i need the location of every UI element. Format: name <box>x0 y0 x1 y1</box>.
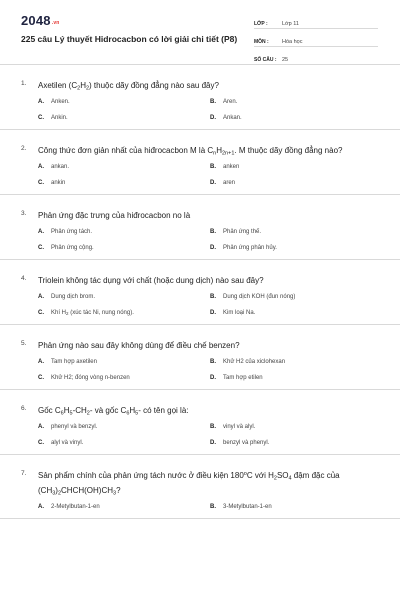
option-text <box>51 294 95 300</box>
text-run: Phản ứng đặc trưng của hiđrocacbon no là <box>38 211 191 220</box>
superscript: o <box>243 471 247 477</box>
text-run: Gốc C <box>38 406 61 415</box>
text-run: Dung dịch KOH (đun nóng) <box>223 294 296 300</box>
subscript: 3 <box>113 490 117 497</box>
text-run: Anken. <box>51 99 70 105</box>
text-run: ? <box>116 486 121 495</box>
subscript: 2 <box>273 475 277 482</box>
answer-options <box>38 93 400 129</box>
text-run: phenyl và benzyl. <box>51 424 98 430</box>
subscript: 2n+1 <box>222 150 235 157</box>
text-run: Aren. <box>223 99 238 105</box>
option-text <box>223 310 255 316</box>
text-run: . M thuộc dãy đồng đẳng nào? <box>234 146 343 155</box>
question-item <box>0 65 400 130</box>
option-letter: D. <box>210 180 216 186</box>
subscript: 5 <box>69 410 73 417</box>
text-run: C với H <box>246 471 274 480</box>
option-letter: A. <box>38 359 44 365</box>
subscript: 2 <box>85 85 90 92</box>
option-text <box>51 115 68 121</box>
document-title: 225 câu Lý thuyết Hidrocacbon có lời giải chi tiết (P8) <box>21 34 238 44</box>
option-text <box>51 164 69 170</box>
text-run: ) <box>55 486 58 495</box>
answer-options <box>38 353 400 389</box>
option-text <box>51 245 94 251</box>
text-run: - có tên gọi là: <box>138 406 189 415</box>
option-text <box>51 504 100 510</box>
meta-value: Lớp 11 <box>282 21 299 27</box>
question-number: 7. <box>21 470 27 477</box>
subscript: 4 <box>288 475 292 482</box>
question-number: 4. <box>21 275 27 282</box>
text-run: Tam hợp axetilen <box>51 359 97 365</box>
meta-label: LỚP : <box>254 21 268 27</box>
subscript: 5 <box>135 410 139 417</box>
answer-option[interactable] <box>38 229 210 235</box>
answer-option[interactable] <box>38 504 210 510</box>
option-letter: B. <box>210 504 216 510</box>
text-run: Triolein không tác dụng với chất (hoặc dung dịch) nào sau đây? <box>38 276 264 285</box>
text-run: aren <box>223 180 236 186</box>
option-text <box>223 294 295 300</box>
text-run: Ankan. <box>223 115 242 121</box>
question-text <box>38 208 378 223</box>
question-number: 1. <box>21 80 27 87</box>
question-line <box>0 78 400 93</box>
text-run: H <box>129 406 136 415</box>
meta-row-count <box>254 48 378 65</box>
text-run: Phản ứng phân hủy. <box>223 245 277 251</box>
answer-option[interactable] <box>210 504 380 510</box>
question-text <box>38 273 378 288</box>
option-text <box>223 99 237 105</box>
option-letter: B. <box>210 99 216 105</box>
option-letter: C. <box>38 375 44 381</box>
answer-option[interactable] <box>210 294 380 300</box>
answer-option[interactable] <box>38 164 210 170</box>
option-text <box>51 99 70 105</box>
meta-value: Hóa học <box>282 39 303 45</box>
question-line <box>0 338 400 353</box>
text-run: Công thức đơn giản nhất của hiđrocacbon M là C <box>38 146 214 155</box>
answer-option[interactable] <box>210 115 380 121</box>
answer-options <box>38 158 400 194</box>
option-letter: C. <box>38 310 44 316</box>
subscript: 3 <box>52 490 56 497</box>
text-run: Sản phẩm chính của phản ứng tách nước ở điều kiện 180 <box>38 471 244 480</box>
document-meta <box>254 12 378 66</box>
subscript: 2 <box>86 410 90 417</box>
answer-option[interactable] <box>38 115 210 121</box>
subscript: 2 <box>57 490 62 497</box>
text-run: benzyl và phenyl. <box>223 440 270 446</box>
option-text <box>51 229 92 235</box>
answer-option[interactable] <box>38 294 210 300</box>
answer-option[interactable] <box>210 375 380 381</box>
site-logo[interactable] <box>21 13 60 28</box>
text-run: ankan. <box>51 164 70 170</box>
question-number: 2. <box>21 145 27 152</box>
option-text <box>223 229 261 235</box>
option-text <box>223 245 277 251</box>
text-run: H <box>63 406 70 415</box>
text-run: SO <box>276 471 289 480</box>
subscript: 6 <box>126 410 130 417</box>
meta-value: 25 <box>282 57 289 63</box>
meta-row-subject <box>254 30 378 47</box>
option-letter: A. <box>38 424 44 430</box>
text-run: Kim loại Na. <box>223 310 256 316</box>
text-run: anken <box>223 164 240 170</box>
document-header <box>0 0 400 62</box>
text-run: (xúc tác Ni, nung nóng). <box>68 310 134 316</box>
text-run: Axetilen (C <box>38 81 78 90</box>
question-number: 5. <box>21 340 27 347</box>
answer-option[interactable] <box>38 424 210 430</box>
text-run: Phản ứng nào sau đây không dùng để điều chế benzen? <box>38 341 240 350</box>
option-letter: B. <box>210 164 216 170</box>
text-run: Dung dịch brom. <box>51 294 96 300</box>
question-text <box>38 78 378 93</box>
question-item <box>0 130 400 195</box>
question-item <box>0 390 400 455</box>
text-run: Phản ứng thế. <box>223 229 262 235</box>
question-line <box>0 273 400 288</box>
answer-option[interactable] <box>38 359 210 365</box>
option-text <box>223 180 235 186</box>
meta-label: MÔN : <box>254 39 269 45</box>
option-letter: B. <box>210 359 216 365</box>
option-letter: A. <box>38 164 44 170</box>
subscript: n <box>213 150 217 157</box>
answer-option[interactable] <box>210 424 380 430</box>
question-item <box>0 260 400 325</box>
option-letter: D. <box>210 245 216 251</box>
question-item <box>0 325 400 390</box>
text-run: Phản ứng cộng. <box>51 245 94 251</box>
option-letter: C. <box>38 180 44 186</box>
text-run: ankin <box>51 180 66 186</box>
text-run: vinyl và alyl. <box>223 424 256 430</box>
option-letter: A. <box>38 99 44 105</box>
option-letter: B. <box>210 229 216 235</box>
subscript: 2 <box>77 85 81 92</box>
option-letter: B. <box>210 424 216 430</box>
answer-option[interactable] <box>210 99 380 105</box>
question-line <box>0 403 400 418</box>
answer-options <box>38 418 400 454</box>
text-run: Tam hợp etilen <box>223 375 263 381</box>
text-run: H <box>216 146 222 155</box>
option-text <box>223 440 269 446</box>
question-item <box>0 195 400 260</box>
option-text <box>223 375 263 381</box>
option-letter: A. <box>38 504 44 510</box>
option-letter: C. <box>38 440 44 446</box>
question-line <box>0 468 400 498</box>
subscript: 2 <box>66 311 69 316</box>
text-run: ) thuộc dãy đồng đẳng nào sau đây? <box>89 81 219 90</box>
text-run: Khí H <box>51 310 67 316</box>
question-text <box>38 338 378 353</box>
option-text <box>51 359 97 365</box>
option-letter: D. <box>210 375 216 381</box>
logo-suffix: .vn <box>51 20 60 26</box>
text-run: đậm đặc của (CH <box>38 471 340 495</box>
answer-option[interactable] <box>38 180 210 186</box>
option-text <box>223 359 285 365</box>
meta-row-class <box>254 12 378 29</box>
option-text <box>223 164 239 170</box>
text-run: 2-Metylbutan-1-en <box>51 504 100 510</box>
option-letter: D. <box>210 440 216 446</box>
option-letter: C. <box>38 245 44 251</box>
option-letter: D. <box>210 115 216 121</box>
question-line <box>0 208 400 223</box>
question-list <box>0 65 400 519</box>
meta-label: SỐ CÂU : <box>254 57 277 63</box>
answer-option[interactable] <box>38 375 210 381</box>
text-run: - và gốc C <box>89 406 127 415</box>
option-text <box>51 180 65 186</box>
answer-options <box>38 288 400 324</box>
option-text <box>51 310 134 316</box>
text-run: 3-Metylbutan-1-en <box>223 504 272 510</box>
question-number: 6. <box>21 405 27 412</box>
option-text <box>51 440 83 446</box>
answer-option[interactable] <box>210 180 380 186</box>
text-run: -CH <box>72 406 87 415</box>
question-item <box>0 455 400 519</box>
answer-option[interactable] <box>38 440 210 446</box>
option-text <box>223 115 242 121</box>
option-letter: A. <box>38 294 44 300</box>
option-letter: D. <box>210 310 216 316</box>
answer-option[interactable] <box>38 99 210 105</box>
question-text <box>38 403 378 418</box>
option-letter: A. <box>38 229 44 235</box>
text-run: H <box>80 81 86 90</box>
question-text <box>38 143 378 158</box>
text-run: Phản ứng tách. <box>51 229 93 235</box>
option-text <box>51 424 97 430</box>
subscript: 6 <box>60 410 64 417</box>
answer-option[interactable] <box>38 245 210 251</box>
answer-option[interactable] <box>210 229 380 235</box>
text-run: Ankin. <box>51 115 68 121</box>
answer-option[interactable] <box>210 164 380 170</box>
answer-options <box>38 498 400 518</box>
option-text <box>223 504 272 510</box>
answer-option[interactable] <box>38 310 210 316</box>
option-letter: B. <box>210 294 216 300</box>
text-run: alyl và vinyl. <box>51 440 84 446</box>
option-text <box>223 424 255 430</box>
logo-text[interactable]: 2048 <box>21 13 51 28</box>
question-number: 3. <box>21 210 27 217</box>
answer-option[interactable] <box>210 359 380 365</box>
text-run: Khử H2; đóng vòng n-benzen <box>51 375 130 381</box>
answer-option[interactable] <box>210 310 380 316</box>
question-text <box>38 468 378 498</box>
answer-option[interactable] <box>210 245 380 251</box>
text-run: Khử H2 của xiclohexan <box>223 359 286 365</box>
text-run: CHCH(OH)CH <box>61 486 114 495</box>
question-line <box>0 143 400 158</box>
answer-option[interactable] <box>210 440 380 446</box>
option-text <box>51 375 130 381</box>
option-letter: C. <box>38 115 44 121</box>
answer-options <box>38 223 400 259</box>
